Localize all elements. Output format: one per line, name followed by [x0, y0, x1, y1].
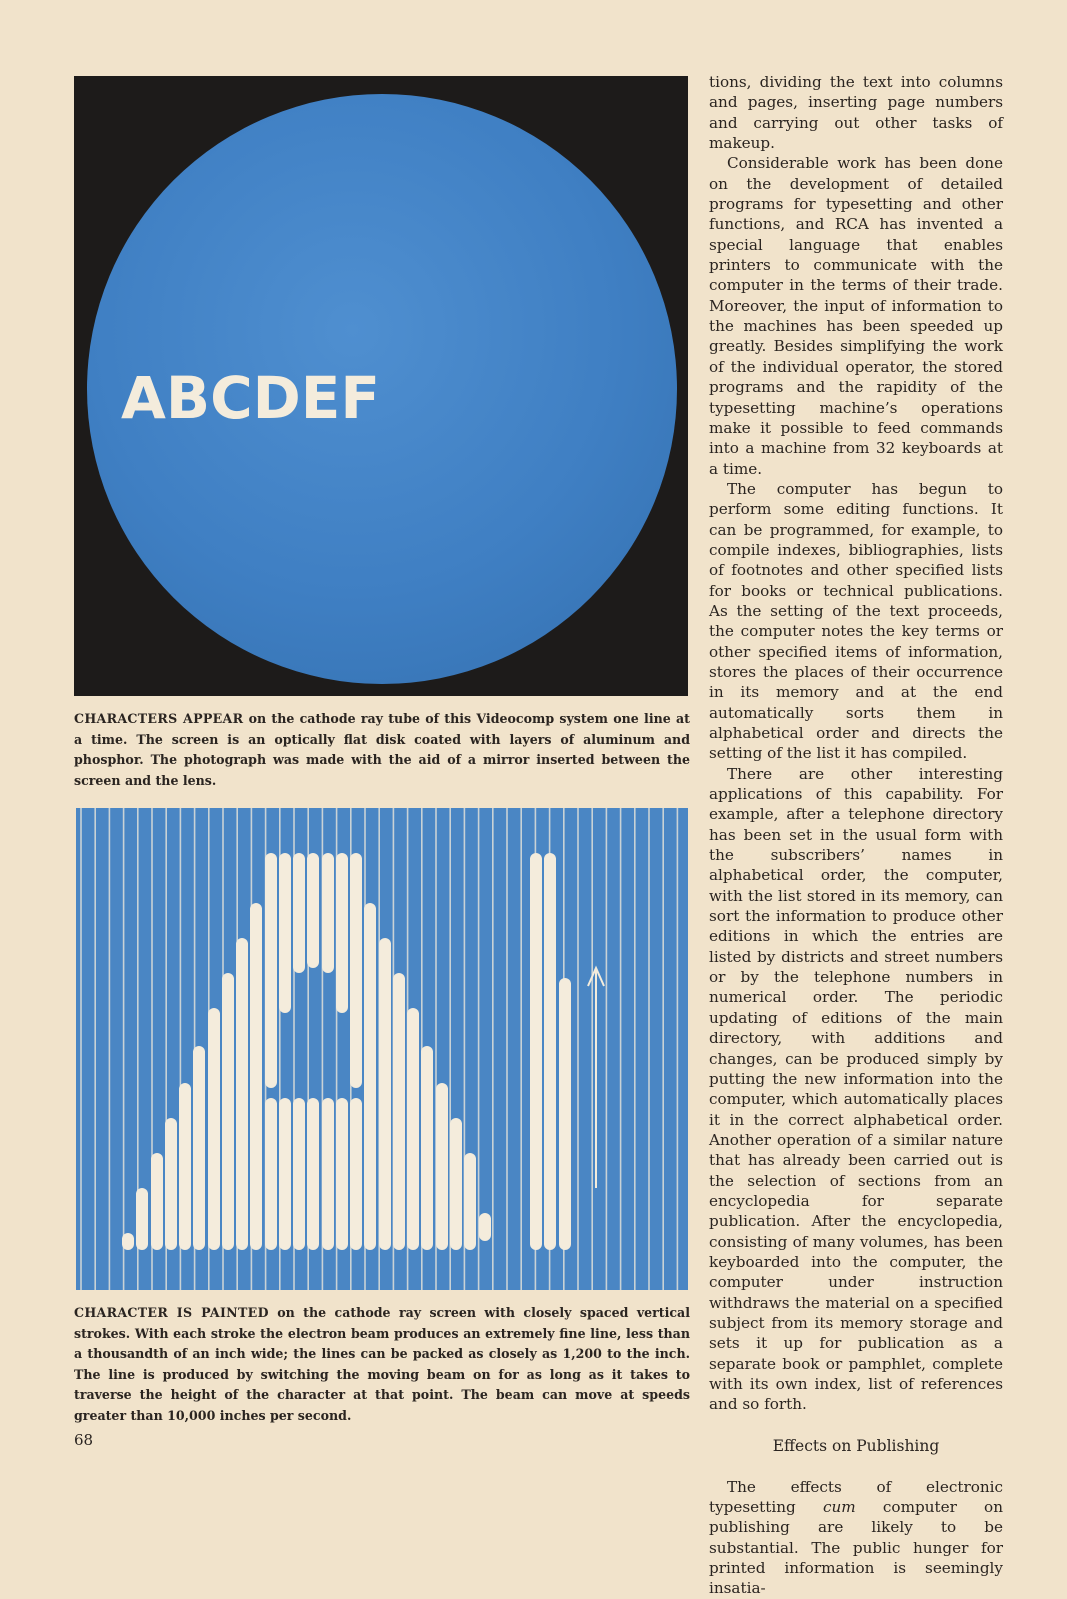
beam-stroke: [421, 1046, 433, 1250]
beam-stroke: [450, 1118, 462, 1250]
beam-stroke: [222, 973, 234, 1250]
beam-stroke: [322, 853, 334, 973]
beam-stroke: [193, 1046, 205, 1250]
beam-stroke: [322, 1098, 334, 1250]
stroke-diagram: [76, 808, 688, 1290]
crt-photo-figure: [74, 76, 688, 696]
paragraph-text: computer on publishing are likely to be substantial. The public hunger for printed information is seemingly insatia-: [709, 1498, 1003, 1598]
beam-stroke: [350, 1098, 362, 1250]
beam-stroke: [464, 1153, 476, 1250]
article-paragraph: Considerable work has been done on the development of detailed programs for typesetting and other functions, and RCA has invented a special language that enables printers to communicate with the computer in the terms of their trade. Moreover, the input of information to the machines has been speeded up greatly. Besides simplifying the work of the individual operator, the stored programs and the rapidity of the typesetting machine’s operations make it possible to feed commands into a machine from 32 keyboards at a time.: [709, 154, 1003, 478]
beam-stroke: [407, 1008, 419, 1250]
beam-stroke: [436, 1083, 448, 1250]
beam-stroke: [307, 853, 319, 968]
beam-stroke: [393, 973, 405, 1250]
beam-stroke: [336, 1098, 348, 1250]
figure1-caption-text: on the cathode ray tube of this Videocomp system one line at a time. The screen is an optically flat disk coated with layers of aluminum and phosphor. The photograph was made with the aid of a mirror inserted between the screen and the lens.: [74, 711, 690, 788]
beam-stroke: [559, 978, 571, 1250]
beam-stroke: [236, 938, 248, 1250]
stroke-character-figure: [76, 808, 688, 1290]
beam-stroke: [265, 1098, 277, 1250]
beam-stroke: [265, 853, 277, 1088]
beam-stroke: [279, 853, 291, 1013]
figure1-caption: [74, 709, 690, 791]
section-heading: Effects on Publishing: [772, 1436, 940, 1455]
figure2-caption: [74, 1303, 690, 1426]
beam-stroke: [479, 1213, 491, 1241]
italic-word: cum: [822, 1498, 856, 1517]
article-column: [709, 72, 1003, 1599]
beam-stroke: [379, 938, 391, 1250]
article-paragraph: There are other interesting applications of this capability. For example, after a telephone directory has been set in the usual form with the subscribers’ names in alphabetical order, the computer, with the list stored in its memory, can sort the information to produce other editions in which the entries are listed by districts and street numbers or by the telephone numbers in numerical order. The periodic updating of editions of the main directory, with additions and changes, can be produced simply by putting the new information into the computer, which automatically places it in the correct alphabetical order. Another operation of a similar nature that has already been carried out is the selection of sections from an encyclopedia for separate publication. After the encyclopedia, consisting of many volumes, has been keyboarded into the computer, the computer under instruction withdraws the material on a specified subject from its memory storage and sets it up for publication as a separate book or pamphlet, complete with its own index, list of references and so forth.: [709, 764, 1003, 1414]
beam-stroke: [293, 853, 305, 973]
figure2-caption-lead: CHARACTER IS PAINTED: [74, 1305, 269, 1320]
article-paragraph: The computer has begun to perform some editing functions. It can be programmed, for example, to compile indexes, bibliographies, lists of footnotes and other specified lists for books or technical publications. As the setting of the text proceeds, the computer notes the key terms or other specified items of information, stores the places of their occurrence in its memory and at the end automatically sorts them in alphabetical order and directs the setting of the list it has compiled.: [709, 479, 1003, 763]
beam-stroke: [136, 1188, 148, 1250]
crt-display-text: ABCDEF: [121, 364, 381, 432]
beam-stroke: [279, 1098, 291, 1250]
figure2-caption-text: on the cathode ray screen with closely spaced vertical strokes. With each stroke the electron beam produces an extremely fine line, less than a thousandth of an inch wide; the lines can be packed as closely as 1,200 to the inch. The line is produced by switching the moving beam on for as long as it takes to traverse the height of the character at that point. The beam can move at speeds greater than 10,000 inches per second.: [74, 1305, 690, 1423]
beam-stroke: [364, 903, 376, 1250]
beam-stroke: [208, 1008, 220, 1250]
beam-stroke: [179, 1083, 191, 1250]
beam-stroke: [350, 853, 362, 1088]
figure1-caption-lead: CHARACTERS APPEAR: [74, 711, 244, 726]
page-number: 68: [74, 1431, 94, 1449]
beam-stroke: [307, 1098, 319, 1250]
beam-stroke: [530, 853, 542, 1250]
paragraph-text: The effects of electronic typesetting: [709, 1477, 1003, 1517]
beam-stroke: [336, 853, 348, 1013]
article-paragraph: [709, 1477, 1003, 1599]
beam-stroke: [122, 1233, 134, 1250]
beam-stroke: [165, 1118, 177, 1250]
article-paragraph: tions, dividing the text into columns and pages, inserting page numbers and carrying out other tasks of makeup.: [709, 73, 1003, 153]
beam-stroke: [151, 1153, 163, 1250]
beam-stroke: [250, 903, 262, 1250]
beam-stroke: [544, 853, 556, 1250]
beam-stroke: [293, 1098, 305, 1250]
